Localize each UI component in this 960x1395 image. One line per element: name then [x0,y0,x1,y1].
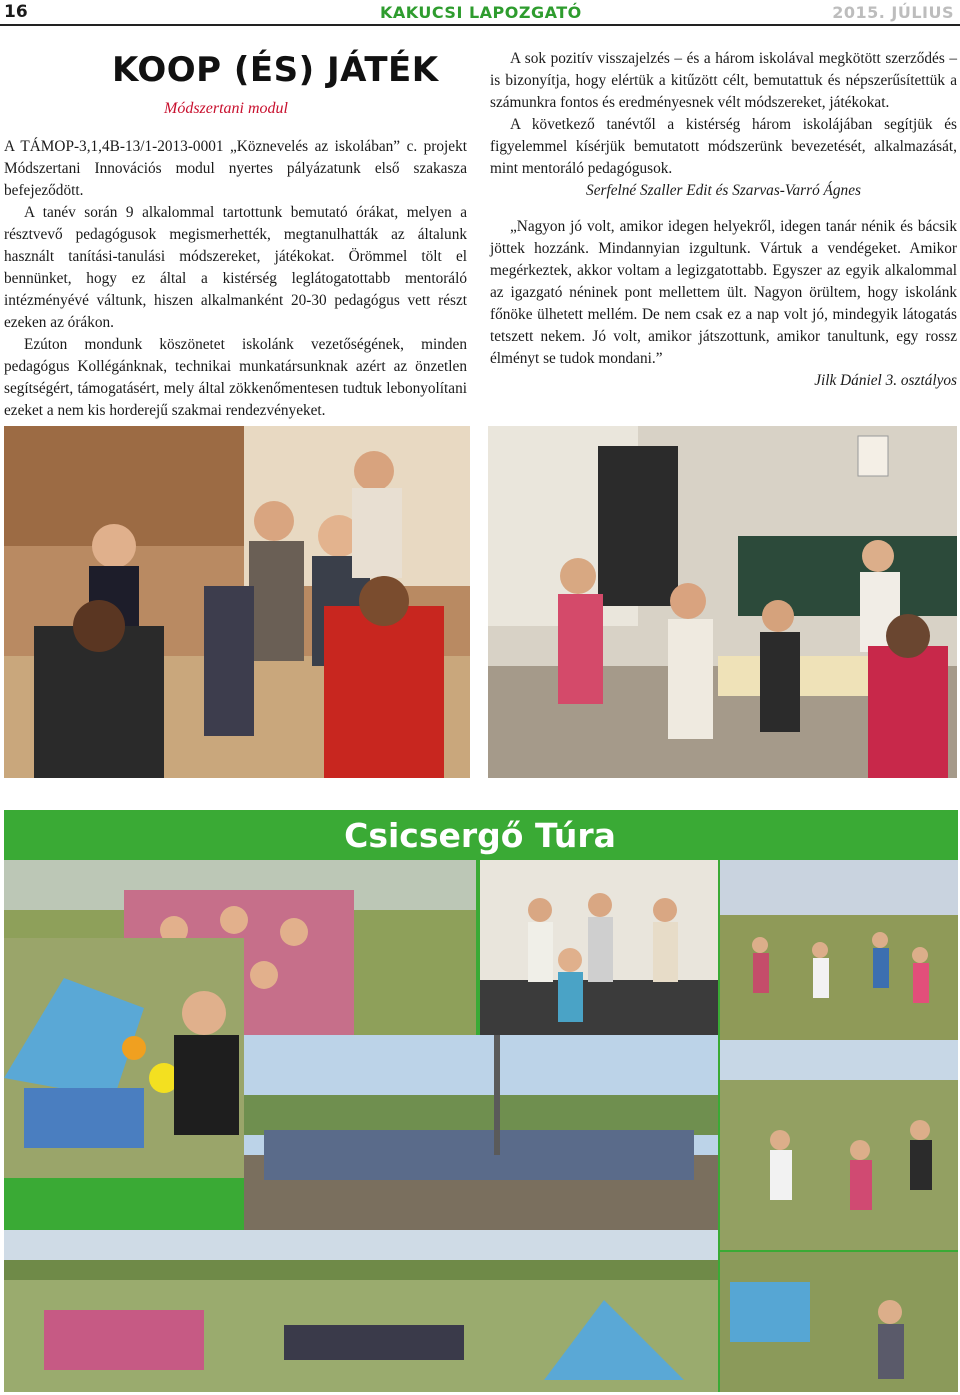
section-title: Csicsergő Túra [344,816,616,855]
classroom-photo-left [4,426,470,778]
left-column [4,136,467,422]
paragraph: A tanév során 9 alkalommal tartottunk bemutató órákat, melyen a résztvevő pedagógusok megismerhették, megtanulhatták az általunk használt tanítási-tanulási módszereket, játékokat. Örömmel tölt el bennünket, hogy ez által a kistérség leglátogatottabb mentoráló intézményévé váltunk, hiszen alkalmanként 20-30 pedagógus vett részt ezeken az órákon. [4,204,467,331]
hike-photo-meadow-top [720,860,958,1040]
paragraph: A sok pozitív visszajelzés – és a három iskolával megkötött szerződés – is bizonyítja, hogy elértük a kitűzött célt, bemutattuk és népszerűsítettük a számunkra fontos és eredményesnek vélt módszereket, játékokat. [490,50,957,111]
paragraph: A következő tanévtől a kistérség három iskolájában segítjük és figyelemmel kísérjük bemutatott módszerünk bevezetését, alkalmazását, mint mentoráló pedagógusok. [490,116,957,177]
classroom-photo-right [488,426,957,778]
header-divider [0,24,960,26]
hike-photo-kitchen [480,860,718,1035]
publication-name: KAKUCSI LAPOZGATÓ [380,3,582,22]
authors-signature: Serfelné Szaller Edit és Szarvas-Varró Ágnes [586,182,861,199]
paragraph: Ezúton mondunk köszönetet iskolánk vezetőségének, minden pedagógus Kollégánknak, technikai munkatársunknak azért az önzetlen segítségért, támogatásért, mely által zökkenőmentesen tudtuk lebonyolítani ezeket a nem kis horderejű szakmai rendezvényeket. [4,336,467,419]
page-number: 16 [4,2,28,22]
hike-photo-bottom-right [720,1252,958,1392]
right-column [490,48,957,392]
article-subtitle: Módszertani modul [164,100,288,117]
hike-photo-crowd [244,1035,718,1235]
paragraph: A TÁMOP-3,1,4B-13/1-2013-0001 „Köznevelés az iskolában” c. projekt Módszertani Innovációs modul nyertes pályázatunk első szakasza befejeződött. [4,138,467,199]
article-title: KOOP (ÉS) JÁTÉK [112,50,439,90]
quote-author: Jilk Dániel 3. osztályos [814,372,957,389]
hike-photo-picnic [4,1230,718,1392]
hike-photo-tent [4,938,244,1178]
issue-date: 2015. JÚLIUS [832,3,954,22]
student-quote: „Nagyon jó volt, amikor idegen helyekről, idegen tanár nénik és bácsik jöttek hozzánk. Mindannyian izgultunk. Vártuk a vendégeket. Amikor megérkeztek, akkor voltam a legizgatottabb. Egyszer az egyik alkalommal az igazgató néninek pont mellettem ült. Nagyon örültem, hogy iskolánk főnöke ülhetett mellém. De nem csak ez a nap volt jó, mindegyik látogatás tetszett nekem. Jó volt, amikor játszottunk, amikor tanultunk, egy rossz élményt se tudok mondani.” [490,218,957,367]
hike-photo-meadow-right [720,1040,958,1250]
